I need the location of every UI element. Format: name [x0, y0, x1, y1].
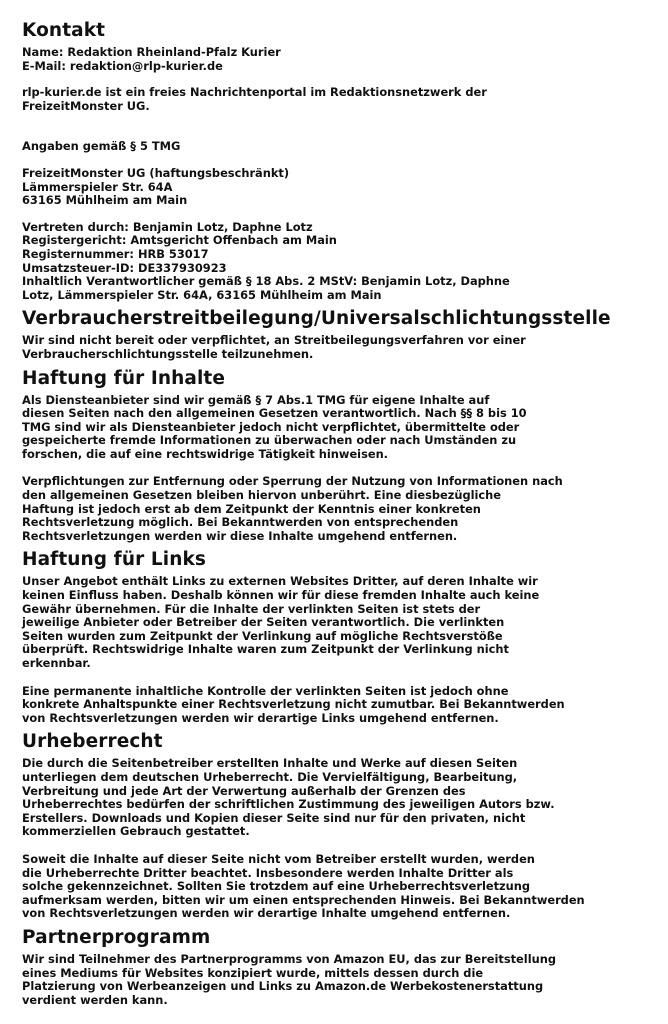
link-liability-paragraph-2: Eine permanente inhaltliche Kontrolle der verlinkten Seiten ist jedoch ohne konkrete Anhaltspunkte einer Rechtsverletzung nicht zumutbar. Bei Bekanntwerden von Rechtsverletzungen werden wir derartige Links umgehend entfernen.	[22, 683, 565, 725]
contact-name: Name: Redaktion Rheinland-Pfalz Kurier	[22, 45, 281, 59]
content-liability-paragraph-2: Verpflichtungen zur Entfernung oder Sperrung der Nutzung von Informationen nach den allgemeinen Gesetzen bleiben hiervon unberührt. Eine diesbezügliche Haftung ist jedoch erst ab dem Zeitpunkt der Kenntnis einer konkreten Rechtsverletzung möglich. Bei Bekanntwerden von entsprechenden Rechtsverletzungen werden wir diese Inhalte umgehend entfernen.	[22, 474, 563, 543]
consumer-dispute-text: Wir sind nicht bereit oder verpflichtet, an Streitbeilegungsverfahren vor einer Verbraucherschlichtungsstelle teilzunehmen.	[22, 333, 526, 361]
company-details: Vertreten durch: Benjamin Lotz, Daphne Lotz Registergericht: Amtsgericht Offenbach am Main Registernummer: HRB 53017 Umsatzsteuer-ID: DE337930923 Inhaltlich Verantwortlicher gemäß § 18 Abs. 2 MStV: Benjamin Lotz, Daphne Lotz, Lämmerspieler Str. 64A, 63165 Mühlheim am Main	[22, 219, 510, 302]
contact-about: rlp-kurier.de ist ein freies Nachrichtenportal im Redaktionsnetzwerk der FreizeitMonster UG.	[22, 85, 487, 113]
partner-program-heading: Partnerprogramm	[22, 926, 211, 948]
consumer-dispute-section	[22, 308, 646, 361]
content-liability-heading: Haftung für Inhalte	[22, 367, 226, 389]
partner-program-text: Wir sind Teilnehmer des Partnerprogramms von Amazon EU, das zur Bereitstellung eines Mediums für Websites konzipiert wurde, mittels dessen durch die Platzierung von Werbeanzeigen und Links zu Amazon.de Werbekostenerstattung verdient werden kann.	[22, 951, 556, 1007]
contact-heading: Kontakt	[22, 20, 106, 41]
content-liability-section	[22, 368, 646, 544]
content-liability-paragraph-1: Als Diensteanbieter sind wir gemäß § 7 Abs.1 TMG für eigene Inhalte auf diesen Seiten nach den allgemeinen Gesetzen verantwortlich. Nach §§ 8 bis 10 TMG sind wir als Diensteanbieter jedoch nicht verpflichtet, übermittelte oder gespeicherte fremde Informationen zu überwachen oder nach Umständen zu forschen, die auf eine rechtswidrige Tätigkeit hinweisen.	[22, 392, 527, 461]
copyright-section	[22, 731, 646, 921]
tmg-heading: Angaben gemäß § 5 TMG	[22, 139, 181, 154]
contact-section	[22, 20, 646, 302]
partner-program-section	[22, 927, 646, 1007]
copyright-paragraph-2: Soweit die Inhalte auf dieser Seite nicht vom Betreiber erstellt wurden, werden die Urheberrechte Dritter beachtet. Insbesondere werden Inhalte Dritter als solche gekennzeichnet. Sollten Sie trotzdem auf eine Urheberrechtsverletzung aufmerksam werden, bitten wir um einen entsprechenden Hinweis. Bei Bekanntwerden von Rechtsverletzungen werden wir derartige Inhalte umgehend entfernen.	[22, 851, 585, 921]
copyright-heading: Urheberrecht	[22, 731, 163, 753]
link-liability-paragraph-1: Unser Angebot enthält Links zu externen Websites Dritter, auf deren Inhalte wir keinen Einfluss haben. Deshalb können wir für diese fremden Inhalte auch keine Gewähr übernehmen. Für die Inhalte der verlinkten Seiten ist stets der jeweilige Anbieter oder Betreiber der Seiten verantwortlich. Die verlinkten Seiten wurden zum Zeitpunkt der Verlinkung auf mögliche Rechtsverstöße überprüft. Rechtswidrige Inhalte waren zum Zeitpunkt der Verlinkung nicht erkennbar.	[22, 574, 540, 670]
copyright-paragraph-1: Die durch die Seitenbetreiber erstellten Inhalte und Werke auf diesen Seiten unterliegen dem deutschen Urheberrecht. Die Vervielfältigung, Bearbeitung, Verbreitung und jede Art der Verwertung außerhalb der Grenzen des Urheberrechtes bedürfen der schriftlichen Zustimmung des jeweiligen Autors bzw. Erstellers. Downloads und Kopien dieser Seite sind nur für den privaten, nicht kommerziellen Gebrauch gestattet.	[22, 756, 555, 839]
company-address: FreizeitMonster UG (haftungsbeschränkt) Lämmerspieler Str. 64A 63165 Mühlheim am Main	[22, 165, 290, 208]
link-liability-section	[22, 549, 646, 725]
link-liability-heading: Haftung für Links	[22, 549, 206, 571]
contact-email: E-Mail: redaktion@rlp-kurier.de	[22, 58, 223, 73]
consumer-dispute-heading: Verbraucherstreitbeilegung/Universalschlichtungsstelle	[22, 308, 611, 330]
